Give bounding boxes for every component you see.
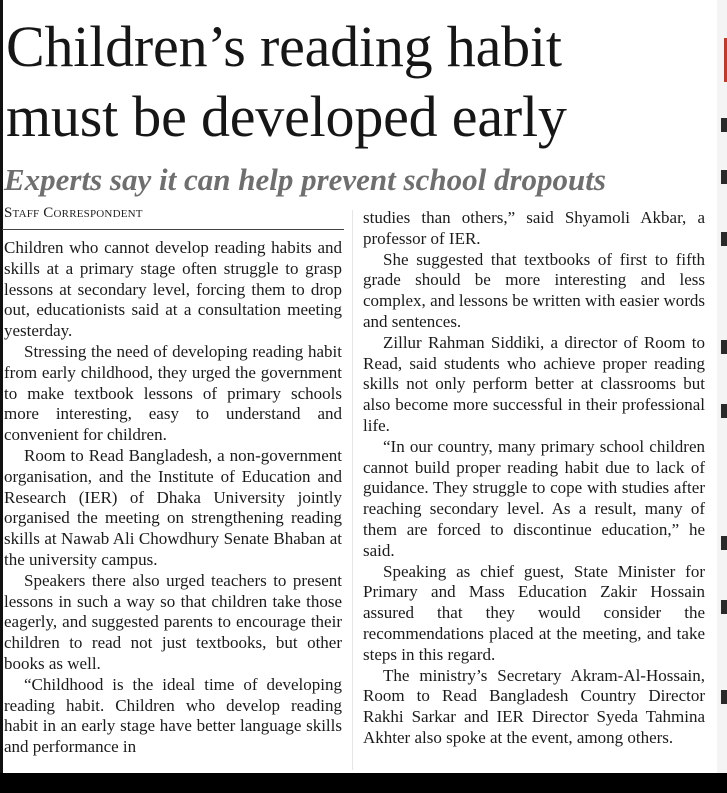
headline bbox=[6, 12, 716, 152]
adjacent-text-fragment bbox=[721, 690, 727, 704]
column-divider bbox=[352, 210, 353, 770]
byline: Staff Correspondent bbox=[4, 205, 143, 221]
article-column-2 bbox=[363, 208, 705, 749]
paragraph: Speaking as chief guest, State Minister for Primary and Mass Education Zakir Hossain assured that they would consider the recommendations placed at the meeting, and take steps in this regard. bbox=[363, 561, 705, 664]
adjacent-text-fragment bbox=[721, 404, 727, 418]
paragraph: She suggested that textbooks of first to fifth grade should be more interesting and less complex, and lessons be written with easier words and sentences. bbox=[363, 249, 705, 331]
subheadline: Experts say it can help prevent school dropouts bbox=[4, 162, 606, 197]
headline-line-1: Children’s reading habit bbox=[6, 14, 562, 79]
paragraph: The ministry’s Secretary Akram-Al-Hossain, Room to Read Bangladesh Country Director Rakhi Sarkar and IER Director Syeda Tahmina Akhter also spoke at the event, among others. bbox=[363, 665, 705, 747]
paragraph: Room to Read Bangladesh, a non-government organisation, and the Institute of Education and Research (IER) of Dhaka University jointly organised the meeting on strengthening reading skills at Nawab Ali Chowdhury Senate Bhaban at the university campus. bbox=[4, 445, 342, 569]
adjacent-text-fragment bbox=[721, 600, 727, 614]
paragraph: “In our country, many primary school children cannot build proper reading habit due to lack of guidance. They struggle to cope with studies after reaching secondary level. As a result, many of them are forced to discontinue education,” he said. bbox=[363, 436, 705, 560]
adjacent-text-fragment bbox=[721, 118, 727, 132]
left-border bbox=[0, 0, 3, 773]
paragraph: studies than others,” said Shyamoli Akbar, a professor of IER. bbox=[363, 208, 705, 248]
headline-line-2: must be developed early bbox=[6, 84, 567, 149]
article-column-1 bbox=[4, 238, 342, 758]
paragraph: Zillur Rahman Siddiki, a director of Room to Read, said students who achieve proper reading skills not only perform better at classrooms but also become more successful in their professional life. bbox=[363, 332, 705, 435]
paragraph: Stressing the need of developing reading habit from early childhood, they urged the government to make textbook lessons of primary schools more interesting, easy to understand and convenient for children. bbox=[4, 341, 342, 445]
adjacent-text-fragment bbox=[721, 340, 727, 354]
paragraph: Children who cannot develop reading habits and skills at a primary stage often struggle to grasp lessons at secondary level, forcing them to drop out, educationists said at a consultation meeting yesterday. bbox=[4, 238, 342, 341]
byline-divider bbox=[2, 229, 344, 230]
bottom-border bbox=[0, 773, 727, 793]
adjacent-article-edge bbox=[717, 0, 727, 773]
adjacent-text-fragment bbox=[721, 232, 727, 246]
paragraph: Speakers there also urged teachers to present lessons in such a way so that children take those eagerly, and suggested parents to encourage their children to read not just textbooks, but other books as well. bbox=[4, 570, 342, 673]
paragraph: “Childhood is the ideal time of developing reading habit. Children who develop reading habit in an early stage have better language skills and performance in bbox=[4, 674, 342, 757]
adjacent-text-fragment bbox=[721, 536, 727, 550]
adjacent-text-fragment bbox=[721, 170, 727, 184]
